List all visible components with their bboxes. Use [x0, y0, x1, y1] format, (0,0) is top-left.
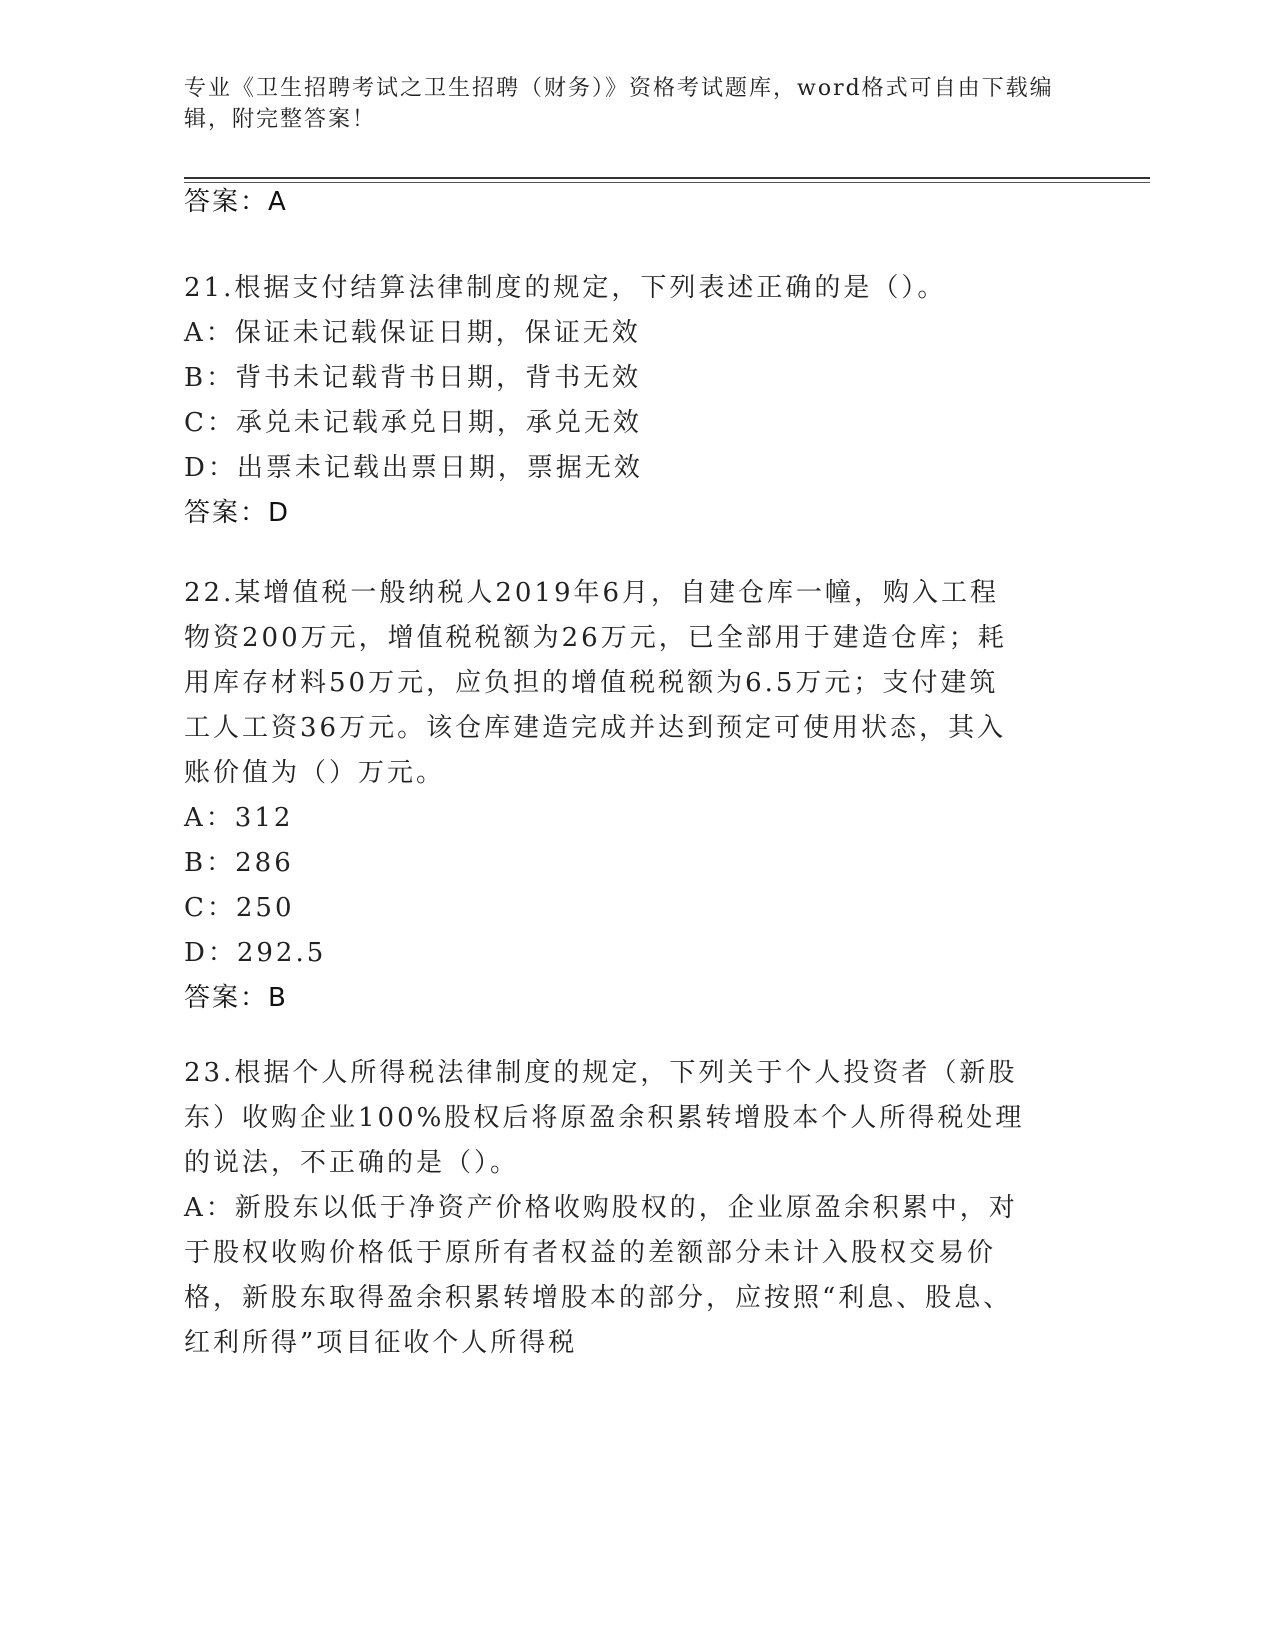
option-d: D：292.5	[184, 938, 327, 968]
option-c: C：承兑未记载承兑日期，承兑无效	[184, 408, 642, 438]
question-text: 22.某增值税一般纳税人2019年6月，自建仓库一幢，购入工程物资200万元，增值税税额为26万元，已全部用于建造仓库；耗用库存材料50万元，应负担的增值税税额为6.5万元；支付建筑工人工资36万元。该仓库建造完成并达到预定可使用状态，其入账价值为（）万元。	[184, 578, 1007, 788]
option-a: A：保证未记载保证日期，保证无效	[184, 318, 641, 348]
question-text: 23.根据个人所得税法律制度的规定，下列关于个人投资者（新股东）收购企业100%股权后将原盈余积累转增股本个人所得税处理的说法，不正确的是（）。	[184, 1058, 1025, 1178]
header-divider	[184, 177, 1150, 179]
option-b: B：背书未记载背书日期，背书无效	[184, 363, 642, 393]
answer: 答案：B	[184, 983, 288, 1013]
option-d: D：出票未记载出票日期，票据无效	[184, 453, 643, 483]
option-a: A：新股东以低于净资产价格收购股权的，企业原盈余积累中，对于股权收购价格低于原所有者权益的差额部分未计入股权交易价格，新股东取得盈余积累转增股本的部分，应按照“利息、股息、红利所得”项目征收个人所得税	[184, 1193, 1018, 1358]
option-a: A：312	[184, 803, 294, 833]
answer: 答案：D	[184, 498, 291, 528]
option-b: B：286	[184, 848, 294, 878]
document-header: 专业《卫生招聘考试之卫生招聘（财务）》资格考试题库，word格式可自由下载编辑，附完整答案！	[184, 76, 1054, 132]
option-c: C：250	[184, 893, 295, 923]
question-21	[184, 266, 1084, 535]
question-22	[184, 571, 1024, 1020]
question-text: 21.根据支付结算法律制度的规定，下列表述正确的是（）。	[184, 273, 947, 303]
previous-answer: 答案：A	[184, 187, 288, 217]
question-23	[184, 1051, 1034, 1366]
